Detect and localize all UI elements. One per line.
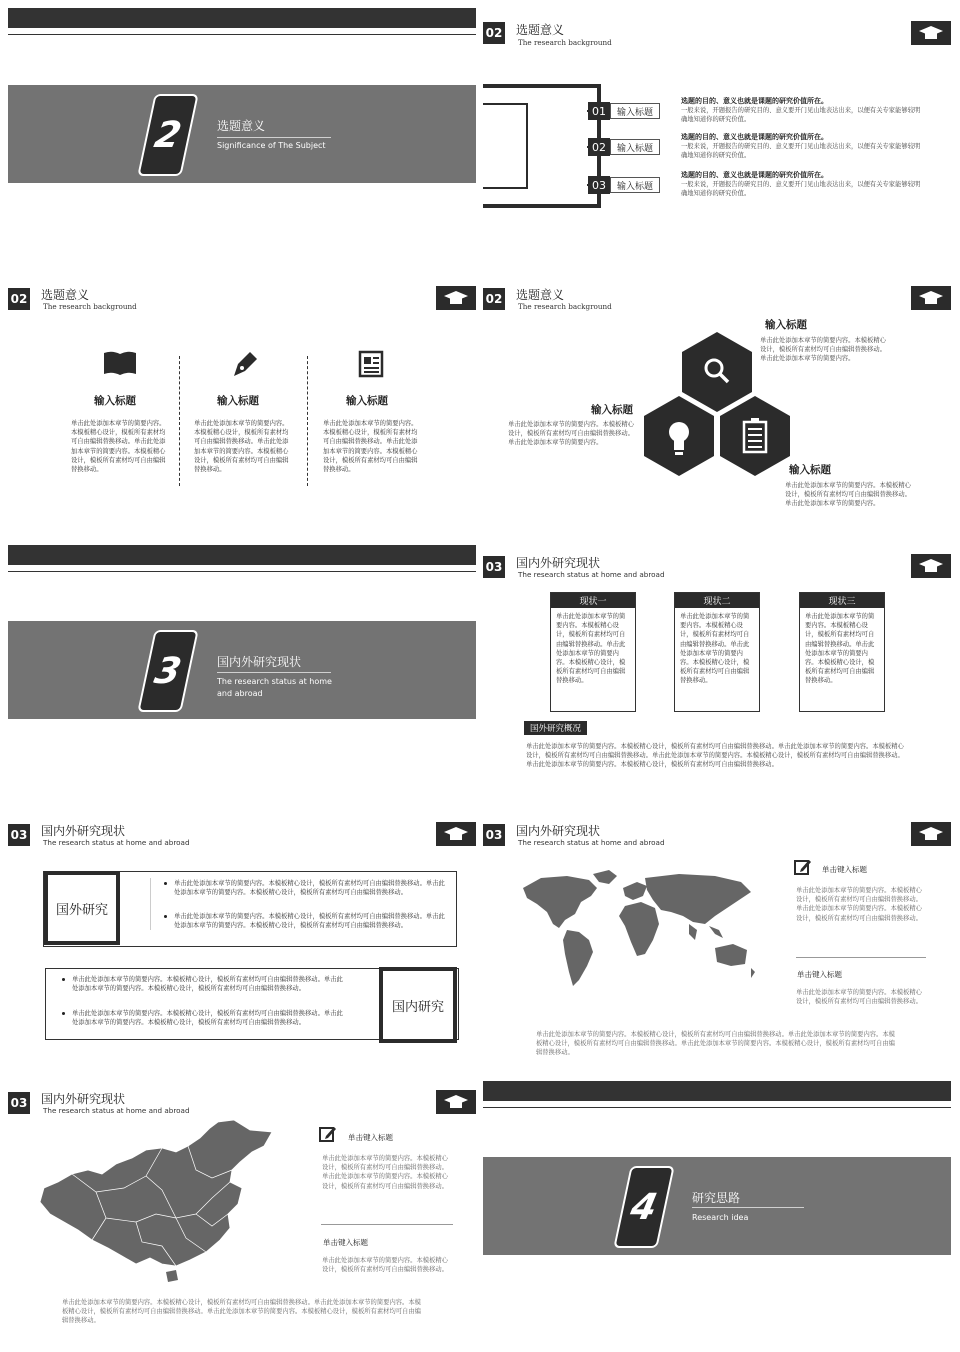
- item-body: 一般来说，开题报告的研究目的、意义要开门见山地表达出来，以便有关专家能够较明确地知道你的研究价值。: [681, 107, 921, 124]
- column-divider: [179, 356, 180, 486]
- section-number: 03: [8, 824, 30, 846]
- graduation-cap-icon: [436, 1090, 476, 1114]
- bullet: [164, 915, 167, 918]
- slide-three-columns: [8, 280, 478, 540]
- right-label: 输入标题: [789, 464, 831, 476]
- graduation-cap-icon: [436, 286, 476, 310]
- book-icon: [103, 350, 137, 376]
- map-paragraph: 单击此处添加本章节的简要内容。本模板精心设计，模板所有素材均可自由编辑替换移动。单击此处添加本章节的简要内容。本模板精心设计，模板所有素材均可自由编辑替换移动。单击此处添加本章节的简要内容。本模板精心设计，模板所有素材均可自由编辑替换移动。: [536, 1031, 895, 1057]
- lightbulb-icon: [644, 396, 714, 476]
- item-number: 01: [588, 102, 610, 120]
- item-body: 一般来说，开题报告的研究目的、意义要开门见山地表达出来，以便有关专家能够较明确地知道你的研究价值。: [681, 143, 921, 160]
- slide-subtitle: The research status at home and abroad: [518, 838, 665, 847]
- slide-title: 选题意义: [41, 288, 90, 302]
- slide-title: 国内外研究现状: [516, 556, 601, 570]
- column-body: 单击此处添加本章节的简要内容。本模板精心设计，模板所有素材均可自由编辑替换移动。单击此处添加本章节的简要内容。本模板精心设计，模板所有素材均可自由编辑替换移动。: [194, 420, 289, 474]
- section-number-card: 3: [137, 630, 198, 712]
- left-label: 输入标题: [591, 404, 633, 416]
- item-number: 03: [588, 176, 610, 194]
- status-box: [674, 592, 760, 712]
- bracket-diagram: [483, 82, 603, 212]
- column-heading: 输入标题: [94, 395, 136, 407]
- foreign-point: 单击此处添加本章节的简要内容。本模板精心设计，模板所有素材均可自由编辑替换移动。单击此处添加本章节的简要内容。本模板精心设计，模板所有素材均可自由编辑替换移动。: [174, 913, 445, 930]
- top-label: 输入标题: [765, 319, 807, 331]
- slide-subtitle: The research background: [43, 302, 137, 311]
- item-label[interactable]: 输入标题: [610, 103, 660, 119]
- status-box: [799, 592, 885, 712]
- title-band: [8, 621, 476, 719]
- overview-paragraph: 单击此处添加本章节的简要内容。本模板精心设计，模板所有素材均可自由编辑替换移动。单击此处添加本章节的简要内容。本模板精心设计，模板所有素材均可自由编辑替换移动。单击此处添加本章节的简要内容。本模板精心设计，模板所有素材均可自由编辑替换移动。单击此处添加本章节的简要内容。本模板精心设计，模板所有素材均可自由编辑替换移动。: [526, 743, 904, 769]
- item-body: 一般来说，开题报告的研究目的、意义要开门见山地表达出来，以便有关专家能够较明确地知道你的研究价值。: [681, 181, 921, 198]
- map-body: 单击此处添加本章节的简要内容。本模板精心设计，模板所有素材均可自由编辑替换移动。: [796, 989, 922, 1006]
- section-number: 03: [483, 556, 505, 578]
- top-body: 单击此处添加本章节的简要内容。本模板精心设计，模板所有素材均可自由编辑替换移动。单击此处添加本章节的简要内容。: [760, 337, 886, 363]
- status-body: 单击此处添加本章节的简要内容。本模板精心设计，模板所有素材均可自由编辑替换移动。单击此处添加本章节的简要内容。本模板精心设计，模板所有素材均可自由编辑替换移动。: [680, 613, 750, 685]
- slide-title: 国内外研究现状: [41, 1092, 126, 1106]
- panel-divider: [150, 878, 151, 930]
- map-rule: [321, 1224, 453, 1225]
- slide-title: 选题意义: [516, 23, 565, 37]
- slide-subtitle: The research status at home and abroad: [518, 570, 665, 579]
- map-body: 单击此处添加本章节的简要内容。本模板精心设计，模板所有素材均可自由编辑替换移动。单击此处添加本章节的简要内容。本模板精心设计，模板所有素材均可自由编辑替换移动。: [796, 887, 922, 922]
- section-number: 02: [483, 288, 505, 310]
- pen-icon: [230, 348, 260, 380]
- map-heading[interactable]: 单击键入标题: [797, 970, 842, 979]
- foreign-research-label: 国外研究: [44, 871, 120, 945]
- section-subtitle: Research idea: [692, 1213, 749, 1222]
- graduation-cap-icon: [911, 21, 951, 45]
- bullet: [164, 882, 167, 885]
- status-heading: 现状一: [551, 593, 635, 608]
- map-heading[interactable]: 单击键入标题: [323, 1238, 368, 1247]
- title-rule: [217, 672, 331, 673]
- battery-icon: [720, 396, 790, 476]
- title-rule: [217, 137, 331, 138]
- slide-title: 国内外研究现状: [41, 824, 126, 838]
- section-number-card: 4: [613, 1166, 674, 1248]
- slide-status-boxes: [483, 548, 953, 808]
- slide-domestic-foreign: [8, 816, 478, 1076]
- graduation-cap-icon: [436, 822, 476, 846]
- map-rule: [796, 957, 926, 958]
- hex-top: [682, 332, 752, 412]
- slide-research-background-list: [483, 8, 953, 268]
- hex-right: [720, 396, 790, 476]
- map-heading[interactable]: 单击键入标题: [348, 1133, 393, 1142]
- world-map: [519, 868, 775, 998]
- graduation-cap-icon: [911, 822, 951, 846]
- item-heading: 选题的目的、意义也就是课题的研究价值所在。: [681, 133, 828, 141]
- right-body: 单击此处添加本章节的简要内容。本模板精心设计，模板所有素材均可自由编辑替换移动。单击此处添加本章节的简要内容。: [785, 482, 911, 508]
- section-subtitle: and abroad: [217, 689, 263, 698]
- hex-left: [644, 396, 714, 476]
- slide-subtitle: The research background: [518, 38, 612, 47]
- slide-subtitle: The research status at home and abroad: [43, 838, 190, 847]
- section-title: 选题意义: [217, 119, 266, 133]
- slide-hexagons: [483, 280, 953, 540]
- edit-icon: [794, 858, 812, 876]
- slide-world-map: [483, 816, 953, 1076]
- graduation-cap-icon: [911, 554, 951, 578]
- map-body: 单击此处添加本章节的简要内容。本模板精心设计，模板所有素材均可自由编辑替换移动。单击此处添加本章节的简要内容。本模板精心设计，模板所有素材均可自由编辑替换移动。: [322, 1155, 448, 1190]
- section-number-card: 2: [137, 94, 198, 176]
- top-bar: [8, 8, 476, 28]
- item-label[interactable]: 输入标题: [610, 177, 660, 193]
- slide-section-4: [483, 1081, 953, 1341]
- status-heading: 现状二: [675, 593, 759, 608]
- title-rule: [692, 1207, 804, 1208]
- column-heading: 输入标题: [217, 395, 259, 407]
- section-number: 02: [8, 288, 30, 310]
- section-subtitle: The research status at home: [217, 677, 332, 686]
- divider: [8, 571, 476, 572]
- section-subtitle: Significance of The Subject: [217, 141, 326, 150]
- section-title: 国内外研究现状: [217, 655, 302, 669]
- item-heading: 选题的目的、意义也就是课题的研究价值所在。: [681, 171, 828, 179]
- newspaper-icon: [358, 350, 386, 378]
- left-body: 单击此处添加本章节的简要内容。本模板精心设计，模板所有素材均可自由编辑替换移动。单击此处添加本章节的简要内容。: [508, 421, 634, 447]
- search-icon: [682, 332, 752, 412]
- slide-section-2: [8, 8, 478, 268]
- map-paragraph: 单击此处添加本章节的简要内容。本模板精心设计，模板所有素材均可自由编辑替换移动。单击此处添加本章节的简要内容。本模板精心设计，模板所有素材均可自由编辑替换移动。单击此处添加本章节的简要内容。本模板精心设计，模板所有素材均可自由编辑替换移动。: [62, 1299, 421, 1325]
- section-title: 研究思路: [692, 1191, 741, 1205]
- slide-subtitle: The research status at home and abroad: [43, 1106, 190, 1115]
- slide-title: 国内外研究现状: [516, 824, 601, 838]
- map-body: 单击此处添加本章节的简要内容。本模板精心设计，模板所有素材均可自由编辑替换移动。: [322, 1257, 448, 1274]
- column-body: 单击此处添加本章节的简要内容。本模板精心设计，模板所有素材均可自由编辑替换移动。单击此处添加本章节的简要内容。本模板精心设计，模板所有素材均可自由编辑替换移动。: [323, 420, 418, 474]
- title-band: [483, 1157, 951, 1255]
- item-label[interactable]: 输入标题: [610, 139, 660, 155]
- domestic-research-label: 国内研究: [379, 967, 457, 1043]
- item-number: 02: [588, 138, 610, 156]
- china-map: [36, 1118, 276, 1290]
- top-bar: [483, 1081, 951, 1101]
- top-bar: [8, 545, 476, 565]
- section-number: 03: [483, 824, 505, 846]
- status-heading: 现状三: [800, 593, 884, 608]
- item-heading: 选题的目的、意义也就是课题的研究价值所在。: [681, 97, 828, 105]
- bullet: [62, 1012, 65, 1015]
- status-body: 单击此处添加本章节的简要内容。本模板精心设计，模板所有素材均可自由编辑替换移动。单击此处添加本章节的简要内容。本模板精心设计，模板所有素材均可自由编辑替换移动。: [805, 613, 875, 685]
- status-body: 单击此处添加本章节的简要内容。本模板精心设计，模板所有素材均可自由编辑替换移动。单击此处添加本章节的简要内容。本模板精心设计，模板所有素材均可自由编辑替换移动。: [556, 613, 626, 685]
- domestic-point: 单击此处添加本章节的简要内容。本模板精心设计，模板所有素材均可自由编辑替换移动。单击此处添加本章节的简要内容。本模板精心设计，模板所有素材均可自由编辑替换移动。: [72, 976, 343, 993]
- slide-title: 选题意义: [516, 288, 565, 302]
- divider: [483, 1107, 951, 1108]
- graduation-cap-icon: [911, 286, 951, 310]
- column-divider: [307, 356, 308, 486]
- column-body: 单击此处添加本章节的简要内容。本模板精心设计，模板所有素材均可自由编辑替换移动。单击此处添加本章节的简要内容。本模板精心设计，模板所有素材均可自由编辑替换移动。: [71, 420, 166, 474]
- slide-section-3: [8, 545, 478, 805]
- domestic-point: 单击此处添加本章节的简要内容。本模板精心设计，模板所有素材均可自由编辑替换移动。单击此处添加本章节的简要内容。本模板精心设计，模板所有素材均可自由编辑替换移动。: [72, 1010, 343, 1027]
- slide-subtitle: The research background: [518, 302, 612, 311]
- section-number: 03: [8, 1092, 30, 1114]
- column-heading: 输入标题: [346, 395, 388, 407]
- status-box: [550, 592, 636, 712]
- edit-icon: [319, 1125, 337, 1143]
- overview-tag: 国外研究概况: [524, 721, 587, 735]
- section-number: 02: [483, 22, 505, 44]
- bullet: [62, 978, 65, 981]
- divider: [8, 34, 476, 35]
- slide-china-map: [8, 1084, 478, 1344]
- map-heading[interactable]: 单击键入标题: [822, 865, 867, 874]
- foreign-point: 单击此处添加本章节的简要内容。本模板精心设计，模板所有素材均可自由编辑替换移动。单击此处添加本章节的简要内容。本模板精心设计，模板所有素材均可自由编辑替换移动。: [174, 880, 445, 897]
- title-band: [8, 85, 476, 183]
